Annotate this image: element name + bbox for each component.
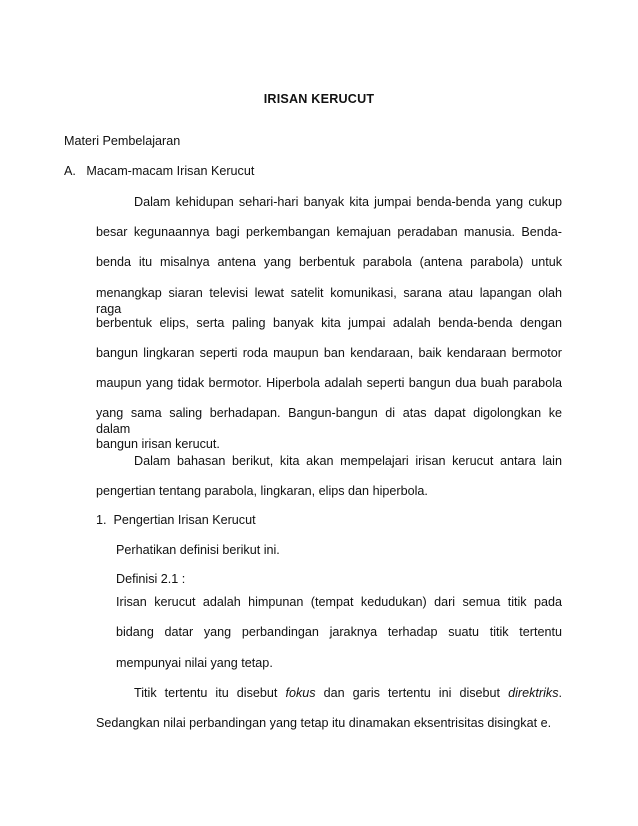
definition-line: mempunyai nilai yang tetap. bbox=[116, 655, 273, 670]
paragraph-2-line: Dalam bahasan berikut, kita akan mempelajari irisan kerucut antara lain bbox=[134, 454, 562, 468]
sub-intro: Perhatikan definisi berikut ini. bbox=[116, 543, 280, 557]
final-line: Sedangkan nilai perbandingan yang tetap itu dinamakan eksentrisitas disingkat e. bbox=[96, 716, 552, 730]
paragraph-1-line: yang sama saling berhadapan. Bangun-bangun di atas dapat digolongkan ke dalam bbox=[96, 406, 562, 437]
paragraph-1-line: berbentuk elips, serta paling banyak kita jumpai adalah benda-benda dengan bbox=[96, 315, 562, 330]
heading-a: A. Macam-macam Irisan Kerucut bbox=[64, 164, 255, 178]
focus-sentence-part: . bbox=[558, 686, 562, 700]
focus-sentence-part: dan garis tertentu ini disebut bbox=[315, 686, 509, 700]
definition-line: Irisan kerucut adalah himpunan (tempat kedudukan) dari semua titik pada bbox=[116, 595, 562, 609]
paragraph-1-line: bangun irisan kerucut. bbox=[96, 436, 220, 451]
paragraph-1-line: Dalam kehidupan sehari-hari banyak kita jumpai benda-benda yang cukup bbox=[134, 195, 562, 209]
paragraph-1-line: besar kegunaannya bagi perkembangan kemajuan peradaban manusia. Benda- bbox=[96, 225, 562, 240]
paragraph-1-line: benda itu misalnya antena yang berbentuk parabola (antena parabola) untuk bbox=[96, 255, 562, 270]
paragraph-1-line: menangkap siaran televisi lewat satelit komunikasi, sarana atau lapangan olah raga bbox=[96, 285, 562, 316]
section-label: Materi Pembelajaran bbox=[64, 134, 181, 148]
paragraph-1 bbox=[96, 194, 562, 466]
subheading-1: 1. Pengertian Irisan Kerucut bbox=[96, 513, 256, 527]
paragraph-1-line: maupun yang tidak bermotor. Hiperbola adalah seperti bangun dua buah parabola bbox=[96, 376, 562, 391]
focus-sentence bbox=[134, 685, 562, 701]
focus-sentence-part: Titik tertentu itu disebut bbox=[134, 686, 286, 700]
definition-label: Definisi 2.1 : bbox=[116, 572, 186, 586]
directrix-term: direktriks bbox=[508, 686, 559, 700]
paragraph-2-line: pengertian tentang parabola, lingkaran, elips dan hiperbola. bbox=[96, 484, 428, 499]
definition-text bbox=[116, 594, 562, 685]
definition-line: bidang datar yang perbandingan jaraknya terhadap suatu titik tertentu bbox=[116, 625, 562, 640]
paragraph-1-line: bangun lingkaran seperti roda maupun ban kendaraan, baik kendaraan bermotor bbox=[96, 345, 562, 360]
focus-term: fokus bbox=[285, 686, 316, 700]
document-title: IRISAN KERUCUT bbox=[263, 92, 375, 106]
paragraph-2 bbox=[96, 453, 562, 513]
